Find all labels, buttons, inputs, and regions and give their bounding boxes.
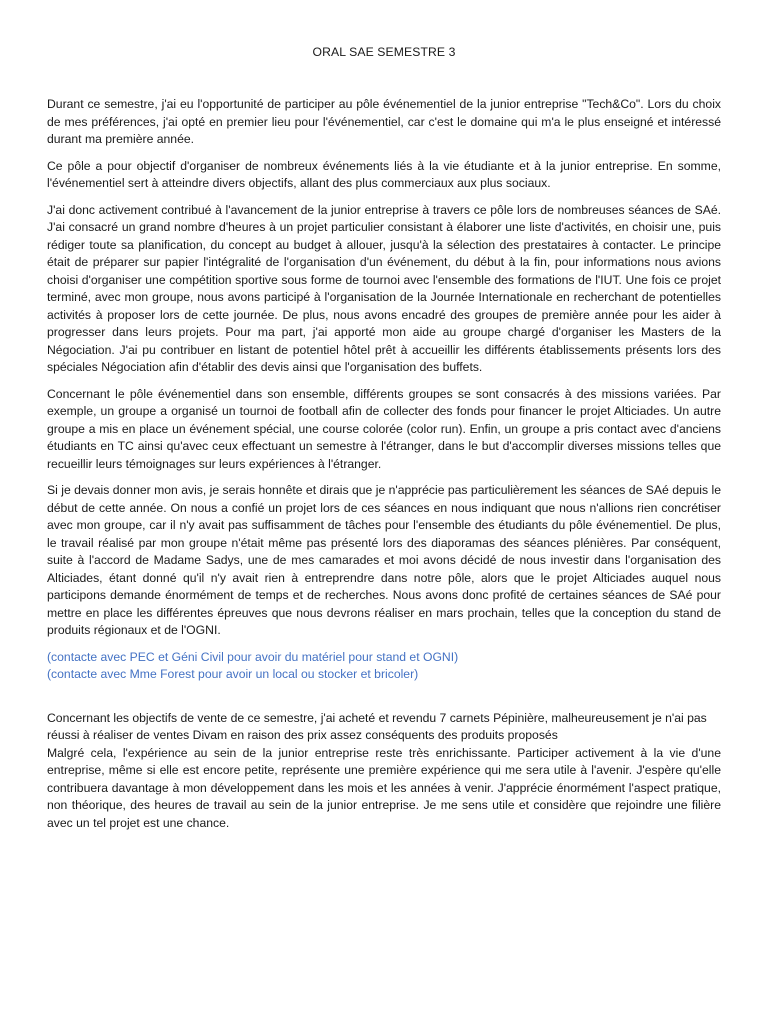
paragraph-sales: Concernant les objectifs de vente de ce semestre, j'ai acheté et revendu 7 carnets Pépinière, malheureusement je n'ai pas réussi à réaliser de ventes Divam en raison des prix assez conséquents des produits proposés [47,710,707,742]
paragraph-groups: Concernant le pôle événementiel dans son ensemble, différents groupes se sont consacrés à des missions variées. Par exemple, un groupe a organisé un tournoi de football afin de collecter des fonds pour financer le projet Alticiades. Un autre groupe a mis en place un événement spécial, une course colorée (color run). Enfin, un groupe a pris contact avec d'anciens étudiants en TC ainsi qu'avec ceux effectuant un semestre à l'étranger, dans le but d'accomplir diverses missions telles que recueillir leurs témoignages sur leurs expériences à l'étranger. [47,386,721,471]
document-body [47,96,721,841]
paragraph-objectives: Ce pôle a pour objectif d'organiser de nombreux événements liés à la vie étudiante et à la junior entreprise. En somme, l'événementiel sert à atteindre divers objectifs, allant des plus commerciaux aux plus sociaux. [47,158,721,190]
note-pec-genie-civil: (contacte avec PEC et Géni Civil pour avoir du matériel pour stand et OGNI) [47,649,459,664]
paragraph-conclusion: Malgré cela, l'expérience au sein de la junior entreprise reste très enrichissante. Participer activement à la vie d'une entreprise, même si elle est encore petite, représente une première expérience qui me sera utile à l'avenir. J'espère qu'elle contribuera davantage à mon développement dans les mois et les années à venir. J'apprécie énormément l'aspect pratique, non théorique, des heures de travail au sein de la junior entreprise. Je me sens utile et considère que rejoindre une filière avec un tel projet est une chance. [47,745,721,830]
page-title: ORAL SAE SEMESTRE 3 [312,45,456,59]
paragraph-contributions: J'ai donc activement contribué à l'avancement de la junior entreprise à travers ce pôle lors de nombreuses séances de SAé. J'ai consacré un grand nombre d'heures à un projet particulier consistant à élaborer une liste d'activités, en choisir une, puis rédiger toute sa planification, du concept au budget à allouer, jusqu'à la sélection des prestataires à contacter. Le principe était de préparer sur papier l'intégralité de l'organisation d'un événement, du début à la fin, pour informations nous avions choisi d'organiser une compétition sportive sous forme de tournoi avec l'ensemble des formations de l'IUT. Une fois ce projet terminé, avec mon groupe, nous avons participé à l'organisation de la Journée Internationale en recherchant de potentielles activités à proposer lors de cette journée. De plus, nous avons encadré des groupes de première année pour les aider à progresser dans leurs projets. Pour ma part, j'ai apporté mon aide au groupe chargé d'organiser les Masters de la Négociation. J'ai pu contribuer en listant de potentiel hôtel prêt à accueillir les différents établissements présents lors des spéciales Négociation afin d'établir des devis ainsi que l'organisation des buffets. [47,202,721,374]
note-mme-forest: (contacte avec Mme Forest pour avoir un local ou stocker et bricoler) [47,667,419,681]
paragraph-intro: Durant ce semestre, j'ai eu l'opportunité de participer au pôle événementiel de la junior entreprise "Tech&Co". Lors du choix de mes préférences, j'ai opté en premier lieu pour l'événementiel, car c'est le domaine qui m'a le plus enseigné et intéressé durant ma première année. [47,97,721,146]
paragraph-opinion: Si je devais donner mon avis, je serais honnête et dirais que je n'apprécie pas particulièrement les séances de SAé depuis le début de cette année. On nous a confié un projet lors de ces séances en nous indiquant que nous n'allions rien concrétiser avec mon groupe, car il n'y avait pas suffisamment de tâches pour l'ensemble des étudiants du pôle événementiel. De plus, le travail réalisé par mon groupe n'était même pas présenté lors des diaporamas des séances plénières. Par conséquent, suite à l'accord de Madame Sadys, une de mes camarades et moi avons décidé de nous investir dans l'organisation des Alticiades, étant donné qu'il n'y avait rien à entreprendre dans notre pôle, alors que le projet Alticiades auquel nous participons demande énormément de temps et de recherches. Nous avons donc profité de certaines séances de SAé pour mettre en place les différentes épreuves que nous devrons réaliser en mars prochain, telles que la conception du stand de produits régionaux et de l'OGNI. [47,483,721,637]
